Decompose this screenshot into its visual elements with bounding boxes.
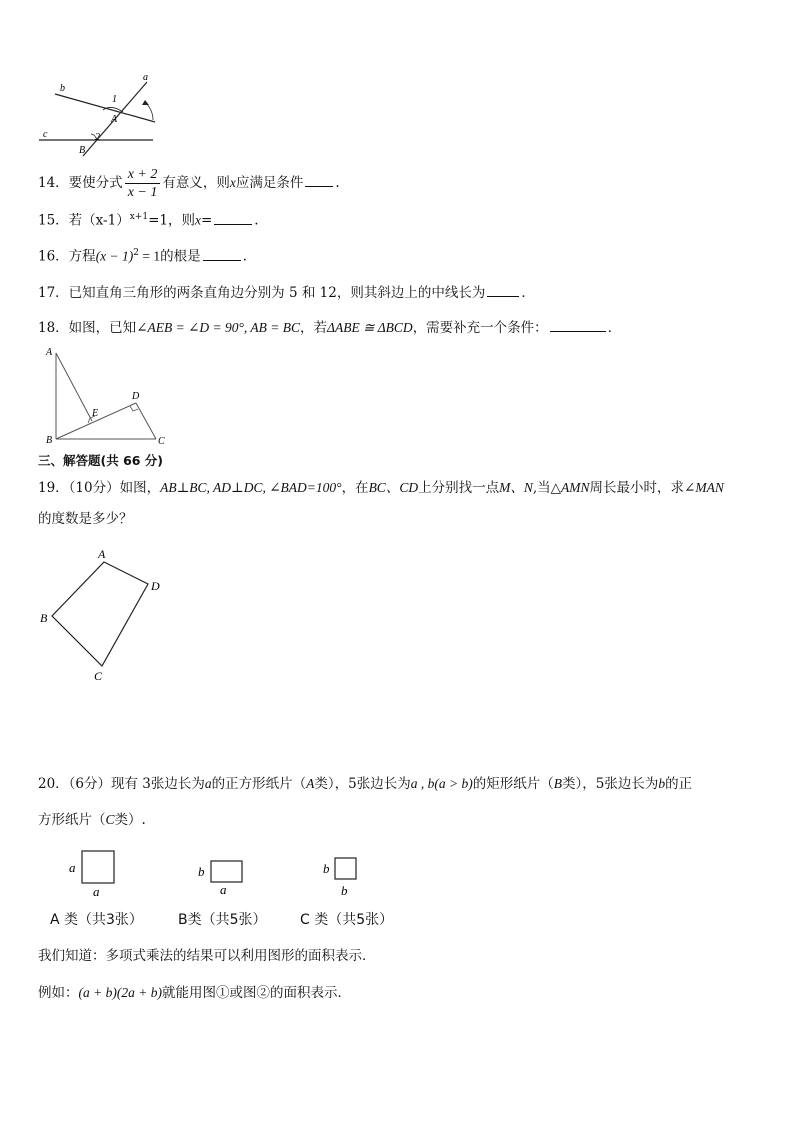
q17-text: 17．已知直角三角形的两条直角边分别为 5 和 12，则其斜边上的中线长为 [38,285,486,301]
q20-line2-a: 方形纸片（ [38,812,106,828]
card-c-side-label: b [323,861,330,876]
card-a-bottom-label: a [93,884,100,898]
q15-eq: = [200,212,213,229]
q17-end: ． [521,285,535,301]
q16-exponent: 2 [133,248,140,258]
q20-a: 20．（6分）现有 3张边长为 [38,776,205,792]
q20-example-prefix: 例如： [38,985,79,1001]
card-a-caption: A 类（共3张） [50,912,143,928]
label-b: b [60,83,65,94]
label-2: 2 [95,132,100,143]
q19-triangle: △AMN [550,480,590,495]
label-A: A [98,547,106,561]
q18-cond2: ΔABE ≅ ΔBCD [327,320,413,335]
card-c-bottom-label: b [341,883,348,898]
q17-answer-blank[interactable] [487,282,519,297]
card-b-rectangle [211,861,242,882]
label-B: B [40,611,48,625]
card-c-caption: C 类（共5张） [300,912,394,928]
q16-answer-blank[interactable] [203,246,241,261]
label-a: a [143,72,148,83]
card-b-bottom-label: a [220,882,227,897]
q15-answer-blank[interactable] [214,210,252,225]
q14-denominator: x − 1 [127,185,158,200]
q20-var-b: b [658,776,666,791]
q14-numerator: x + 2 [125,166,161,184]
q16-prefix: 16．方程 [38,248,96,265]
q20-example-expr: (a + b)(2a + b) [78,985,162,1000]
label-B: B [46,435,53,446]
q15-prefix: 15．若（x-1） [38,212,130,229]
q16-expr: (x − 1) [95,248,134,264]
q15-exponent: x+1 [129,212,149,222]
question-19 [38,479,724,497]
question-14 [38,166,340,201]
q14-prefix: 14．要使分式 [38,175,123,191]
q20-var-a: a [204,776,212,791]
q20-class-b: B [553,776,562,791]
q18-end: ． [607,320,622,336]
q16-rhs: = 1 [139,248,161,264]
card-figures [60,848,380,898]
label-D: D [151,579,160,593]
question-19-line2: 的度数是多少？ [38,511,133,527]
q19-mid2: 上分别找一点 [418,480,500,496]
section-3-heading: 三、解答题(共 66 分) [38,453,164,468]
card-a-square [82,851,114,883]
figure-q18 [40,343,170,448]
question-17 [38,282,535,302]
question-16 [38,244,247,266]
q18-middle: ，若 [300,320,328,336]
label-B: B [79,145,86,156]
q20-ab: a , b [410,776,435,791]
q14-end: . [335,175,340,191]
figure-q19 [36,544,166,686]
q19-condition: AB⊥BC, AD⊥DC, ∠BAD=100° [160,480,342,495]
question-18 [38,317,621,337]
figure-q13 [35,72,165,162]
q18-cond1: ∠AEB = ∠D = 90°, AB = BC [136,320,301,335]
question-15 [38,208,259,230]
q20-c: 类），5张边长为 [314,776,411,792]
card-b-side-label: b [198,864,205,879]
q15-var: x [194,212,201,228]
q18-answer-blank[interactable] [550,317,606,332]
question-20 [38,775,692,793]
q20-class-c: C [105,812,115,827]
q20-cond: (a > b) [434,776,473,791]
label-c: c [43,129,48,140]
label-1: 1 [112,94,117,105]
q14-suffix: 应满足条件 [235,175,304,191]
card-a-side-label: a [69,860,76,875]
q20-example-suffix: 就能用图①或图②的面积表示． [161,985,351,1001]
label-A: A [46,347,53,358]
label-C: C [94,669,103,683]
label-D: D [132,391,140,402]
label-C: C [158,436,165,447]
q20-know-text: 我们知道：多项式乘法的结果可以利用图形的面积表示． [38,948,376,964]
q14-middle: 有意义，则 [162,175,230,191]
q20-line2-b: 类）. [114,812,146,828]
q18-suffix: ，需要补充一个条件： [412,320,548,336]
q20-d: 的矩形纸片（ [472,776,554,792]
q20-e: 类），5张边长为 [561,776,659,792]
q20-f: 的正 [665,776,693,792]
q20-class-a: A [306,776,315,791]
q19-angle: ∠MAN [684,480,724,495]
q19-prefix: 19．（10分）如图， [38,480,161,496]
q19-mid3: ,当 [532,480,551,496]
q20-example [38,984,351,1002]
q19-bc-cd: BC、CD [368,480,419,495]
q16-end: . [242,248,247,265]
card-b-caption: B类（共5张） [178,912,267,928]
q15-end: . [254,212,259,229]
question-20-line2 [38,811,146,829]
q19-mn: M、N [499,480,533,495]
q14-var: x [229,175,236,190]
q14-answer-blank[interactable] [305,172,333,187]
q14-fraction [125,166,161,201]
q18-prefix: 18．如图，已知 [38,320,137,336]
q16-suffix: 的根是 [160,248,201,265]
label-A: A [111,114,118,125]
q19-mid: ，在 [341,480,369,496]
card-c-square [335,858,356,879]
q19-mid4: 周长最小时，求 [589,480,685,496]
q20-b: 的正方形纸片（ [211,776,307,792]
label-E: E [92,408,99,419]
q15-middle: =1，则 [148,212,195,229]
